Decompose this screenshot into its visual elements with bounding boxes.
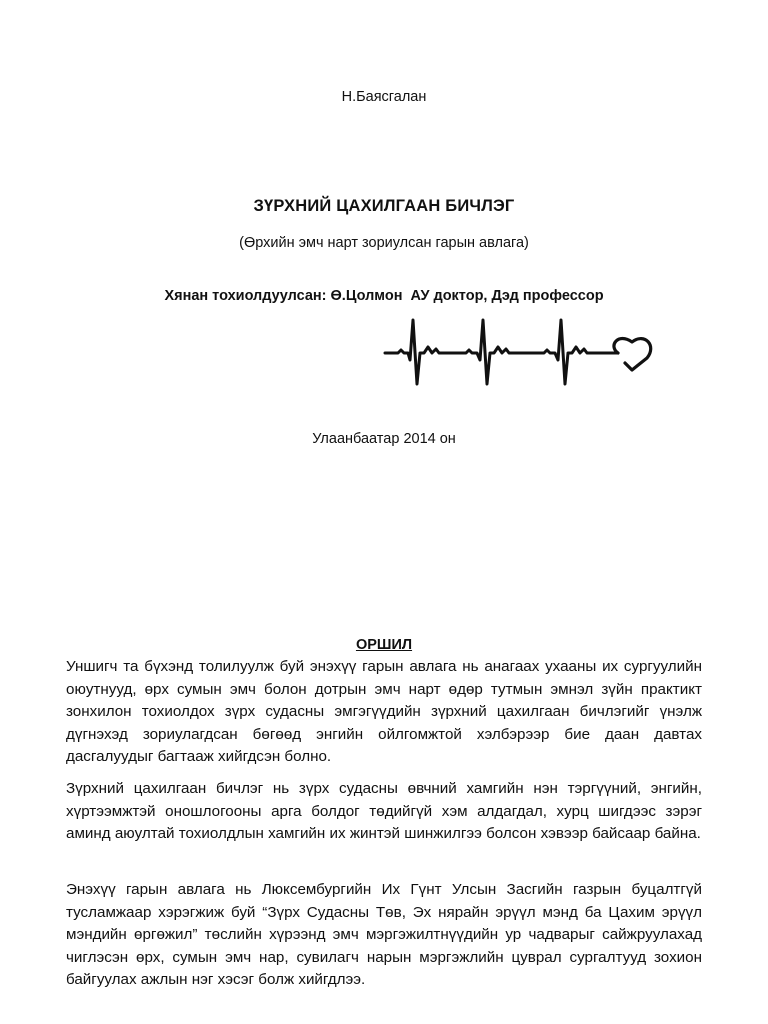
section-heading-preface: ОРШИЛ <box>355 637 413 653</box>
preface-paragraph-1: Уншигч та бүхэнд толилуулж буй энэхүү гарын авлага нь анагаах ухааны их сургуулийн оюутнууд, өрх сумын эмч болон дотрын эмч нарт өдөр тутмын эмнэл зүйн практикт зонхилон тохиолдох зүрх судасны эмгэгүүдийн зүрхний цахилгаан бичлэгийг үнэлж дүгнэхэд зориулагдсан бөгөөд энгийн ойлгомжтой хэлбэрээр бие даан давтах дасгалуудыг багтааж хийгдсэн болно. <box>66 658 702 766</box>
document-subtitle: (Өрхийн эмч нарт зориулсан гарын авлага) <box>239 235 529 251</box>
author-name: Н.Баясгалан <box>341 89 427 105</box>
ecg-heartbeat-heart-icon <box>382 318 660 388</box>
editor-credit: Хянан тохиолдуулсан: Ө.Цолмон АУ доктор, Дэд профессор <box>164 288 604 304</box>
preface-paragraph-2: Зүрхний цахилгаан бичлэг нь зүрх судасны өвчний хамгийн нэн тэргүүний, энгийн, хүртээмжтэй оношлогооны арга болдог төдийгүй хэм алдагдал, хурц шигдээс зэрэг аминд аюултай тохиолдлын хамгийн их жинтэй шинжилгээ болсон хэвээр байсаар байна. <box>66 780 702 843</box>
document-title: ЗҮРХНИЙ ЦАХИЛГААН БИЧЛЭГ <box>253 197 515 215</box>
preface-paragraph-3: Энэхүү гарын авлага нь Люксембургийн Их Гүнт Улсын Засгийн газрын буцалтгүй тусламжаар хэрэгжиж буй “Зүрх Судасны Төв, Эх нярайн эрүүл мэнд ба Цахим эрүүл мэндийн өргөжил” төслийн хүрээнд эмч мэргэжилтнүүдийн ур чадварыг сайжруулахад чиглэсэн өрх, сумын эмч нар, сувилагч нарын мэргэжлийн цуврал сургалтууд зохион байгуулах ажлын нэг хэсэг болж хийгдлээ. <box>66 881 702 989</box>
place-and-year: Улаанбаатар 2014 он <box>312 431 456 447</box>
